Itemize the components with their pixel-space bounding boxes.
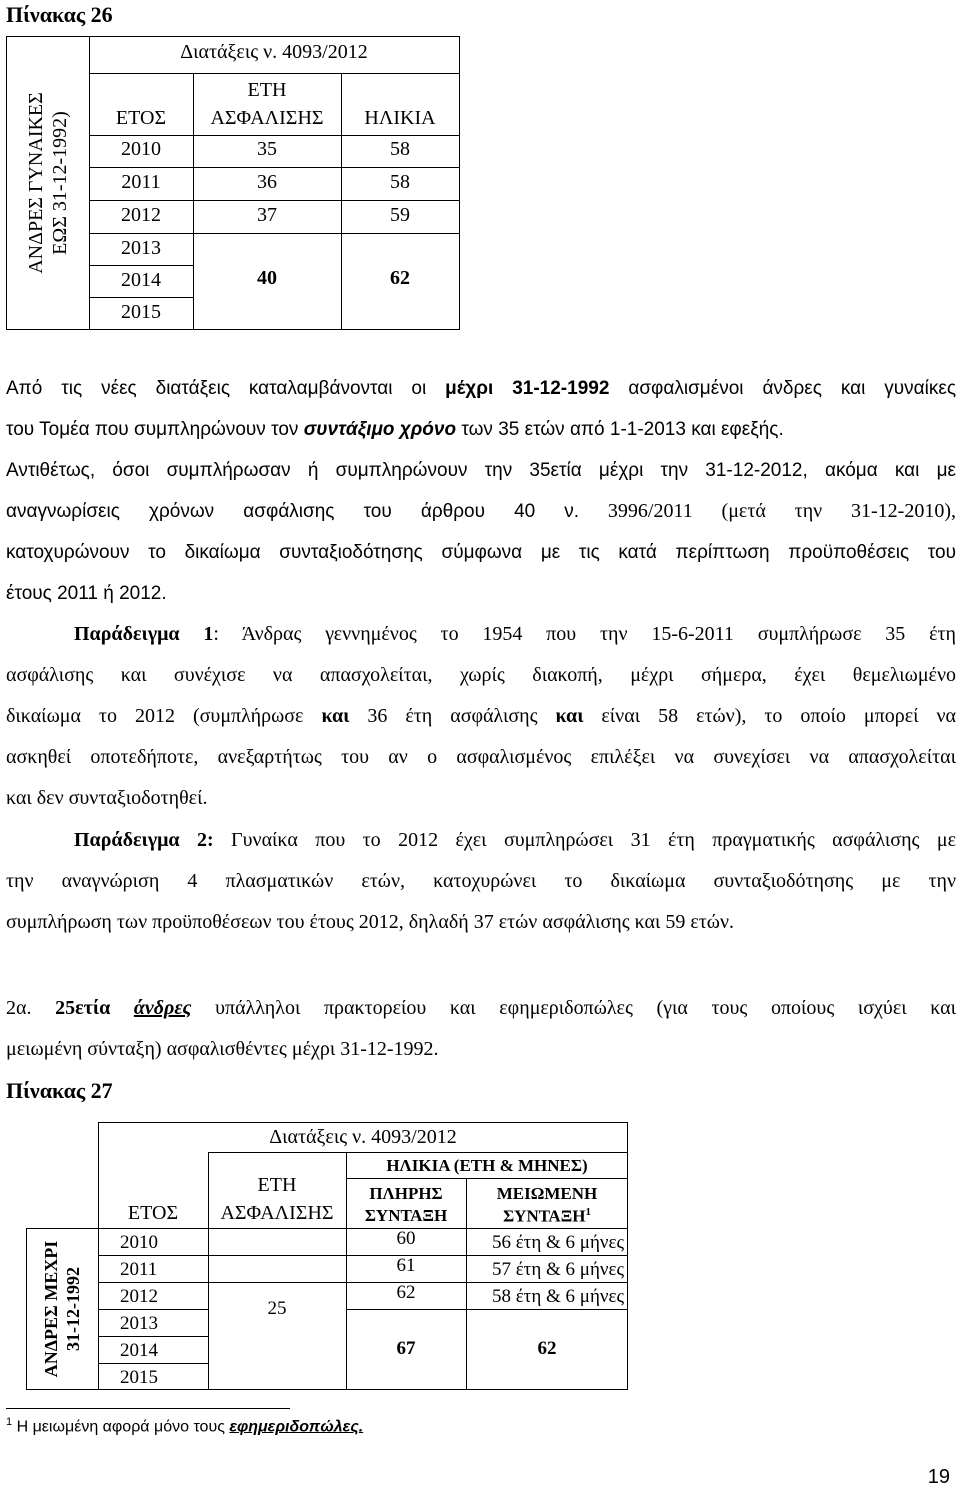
divider (89, 167, 459, 168)
table-26-heading: Πίνακας 26 (6, 2, 113, 27)
table-row-years: 37 (257, 204, 277, 226)
example-1 (6, 614, 956, 819)
text: δικαίωμα το 2012 (συμπλήρωσε (6, 705, 322, 727)
text-line: και δεν συνταξιοδοτηθεί. (6, 787, 208, 809)
divider (26, 1228, 628, 1229)
text: 3996/2011 (μετά την 31-12-2010), (579, 500, 956, 522)
table-row-reduced: 57 έτη & 6 μήνες (491, 1259, 624, 1280)
divider (98, 1309, 208, 1310)
divider (98, 1336, 208, 1337)
merged-years-cell: 40 (257, 267, 277, 289)
text: ασφαλισμένοι άνδρες και γυναίκες (609, 378, 956, 399)
table-27-heading: Πίνακας 27 (6, 1078, 113, 1103)
text-line: συμπλήρωση των προϋποθέσεων του έτους 2012, δηλαδή 37 ετών ασφάλισης και 59 ετών. (6, 911, 735, 933)
text-line: την αναγνώριση 4 πλασματικών ετών, κατοχυρώνει το δικαίωμα συνταξιοδότησης με την (6, 870, 956, 892)
table-row-year: 2014 (121, 269, 161, 291)
divider (89, 135, 459, 136)
table-26-side-label (24, 92, 72, 274)
text: των 35 ετών από 1-1-2013 και εφεξής. (456, 419, 784, 440)
footnote-rule (6, 1408, 290, 1409)
divider (26, 1228, 27, 1390)
side-label-line-1: ΑΝΔΡΕΣ ΓΥΝΑΙΚΕΣ (25, 92, 47, 274)
divider (346, 1309, 628, 1310)
table-27-side-label (40, 1241, 84, 1378)
divider (208, 1152, 628, 1153)
text: : Άνδρας γεννημένος το 1954 που την 15-6-2011 συμπλήρωσε 35 έτη (213, 623, 956, 645)
table-row-year: 2010 (121, 138, 161, 160)
col-reduced-header-2 (466, 1206, 628, 1227)
table-row-years: 36 (257, 171, 277, 193)
text-line: Αντιθέτως, όσοι συμπλήρωσαν ή συμπληρώνουν την 35ετία μέχρι την 31-12-2012, ακόμα και με (6, 460, 956, 481)
divider (89, 233, 459, 234)
bold-text: μέχρι 31-12-1992 (445, 378, 610, 399)
side-label-line-2: ΕΩΣ 31-12-1992) (49, 111, 71, 255)
col-full-header-1: ΠΛΗΡΗΣ (369, 1184, 443, 1203)
text-line: μειωμένη σύνταξη) ασφαλισθέντες μέχρι 31-12-1992. (6, 1038, 439, 1060)
example-label: Παράδειγμα 1 (74, 623, 214, 645)
col-age-header: ΗΛΙΚΙΑ (364, 107, 436, 129)
table-row-full: 62 (396, 1282, 416, 1303)
text: Από τις νέες διατάξεις καταλαμβάνονται οι (6, 378, 446, 399)
side-label-line-2: 31-12-1992 (63, 1267, 83, 1352)
footnote-marker: 1 (6, 1416, 13, 1428)
example-label: Παράδειγμα 2: (74, 829, 214, 851)
merged-years-cell: 25 (267, 1298, 287, 1319)
footnote (6, 1416, 363, 1436)
col-years-header-1: ΕΤΗ (257, 1174, 297, 1196)
footnote-marker: 1 (585, 1206, 591, 1218)
text: 36 έτη ασφάλισης (349, 705, 556, 727)
bold-text: και (555, 705, 584, 727)
col-years-header-2: ΑΣΦΑΛΙΣΗΣ (220, 1202, 334, 1224)
text: 2α. (6, 997, 56, 1019)
table-row-age: 58 (390, 138, 410, 160)
divider (26, 1389, 628, 1390)
text: του Τομέα που συμπληρώνουν τον (6, 419, 304, 440)
table-row-years: 35 (257, 138, 277, 160)
table-row-age: 59 (390, 204, 410, 226)
col-years-header-1: ΕΤΗ (247, 79, 287, 101)
table-row-year: 2013 (121, 237, 161, 259)
table-row-year: 2011 (120, 1259, 158, 1280)
table-27-caption: Διατάξεις ν. 4093/2012 (269, 1126, 457, 1148)
table-26-caption: Διατάξεις ν. 4093/2012 (180, 41, 368, 63)
bold-italic-text: άνδρες (133, 997, 192, 1019)
paragraph-intro (6, 368, 956, 614)
text: αναγνωρίσεις χρόνων ασφάλισης του άρθρου 40 ν. (6, 501, 580, 522)
col-full-header-2: ΣΥΝΤΑΞΗ (364, 1206, 448, 1225)
text: είναι 58 ετών), το οποίο μπορεί να (583, 705, 956, 727)
text: υπάλληλοι πρακτορείου και εφημεριδοπώλες (για τους οποίους ισχύει και (191, 997, 956, 1019)
merged-reduced-cell: 62 (537, 1338, 557, 1359)
table-row-year: 2012 (120, 1286, 158, 1307)
col-year-header: ΕΤΟΣ (127, 1202, 179, 1224)
table-row-year: 2013 (120, 1313, 158, 1334)
footnote-emphasis: εφημεριδοπώλες. (229, 1418, 364, 1436)
footnote-text: Η μειωμένη αφορά μόνο τους (12, 1418, 230, 1436)
bold-text: και (321, 705, 350, 727)
divider (98, 1363, 208, 1364)
divider (89, 265, 193, 266)
col-years-header-2: ΑΣΦΑΛΙΣΗΣ (210, 107, 324, 129)
text: Γυναίκα που το 2012 έχει συμπληρώσει 31 έτη πραγματικής ασφάλισης με (213, 829, 956, 851)
col-reduced-header-1: ΜΕΙΩΜΕΝΗ (496, 1184, 598, 1203)
divider (89, 297, 193, 298)
table-row-full: 61 (396, 1255, 416, 1276)
side-label-line-1: ΑΝΔΡΕΣ ΜΕΧΡΙ (41, 1240, 61, 1378)
text-line: ασκηθεί οποτεδήποτε, ανεξαρτήτως του αν ο ασφαλισμένος επιλέξει να συνεχίσει να απασχολείται (6, 746, 956, 768)
table-row-reduced: 56 έτη & 6 μήνες (491, 1232, 624, 1253)
table-row-year: 2014 (120, 1340, 158, 1361)
table-row-full: 60 (396, 1228, 416, 1249)
text-line: ασφάλισης και συνέχισε να απασχολείται, χωρίς διακοπή, μέχρι σήμερα, έχει θεμελιωμένο (6, 664, 956, 686)
divider (89, 200, 459, 201)
bold-italic-text: συντάξιμο χρόνο (303, 419, 457, 440)
text-line: έτους 2011 ή 2012. (6, 583, 167, 604)
table-26-side-label-cell (7, 37, 90, 329)
bold-text: 25ετία (55, 997, 134, 1019)
table-row-year: 2010 (120, 1232, 158, 1253)
page-number: 19 (927, 1466, 950, 1488)
divider (98, 1122, 628, 1123)
text: ΣΥΝΤΑΞΗ (503, 1206, 586, 1226)
merged-full-cell: 67 (396, 1338, 416, 1359)
text-line: κατοχυρώνουν το δικαίωμα συνταξιοδότησης σύμφωνα με τις κατά περίπτωση προϋποθέσεις του (6, 542, 956, 563)
example-2 (6, 820, 956, 943)
section-2a (6, 988, 956, 1070)
divider (346, 1178, 628, 1179)
table-row-year: 2015 (121, 301, 161, 323)
table-row-age: 58 (390, 171, 410, 193)
table-27 (26, 1122, 628, 1390)
col-age-group-header: ΗΛΙΚΙΑ (ΕΤΗ & ΜΗΝΕΣ) (386, 1156, 588, 1175)
table-row-reduced: 58 έτη & 6 μήνες (491, 1286, 624, 1307)
divider (89, 73, 459, 74)
table-row-year: 2012 (121, 204, 161, 226)
col-year-header: ΕΤΟΣ (115, 107, 167, 129)
table-row-year: 2011 (121, 171, 161, 193)
merged-age-cell: 62 (390, 267, 410, 289)
table-26 (6, 36, 460, 330)
table-row-year: 2015 (120, 1367, 158, 1388)
